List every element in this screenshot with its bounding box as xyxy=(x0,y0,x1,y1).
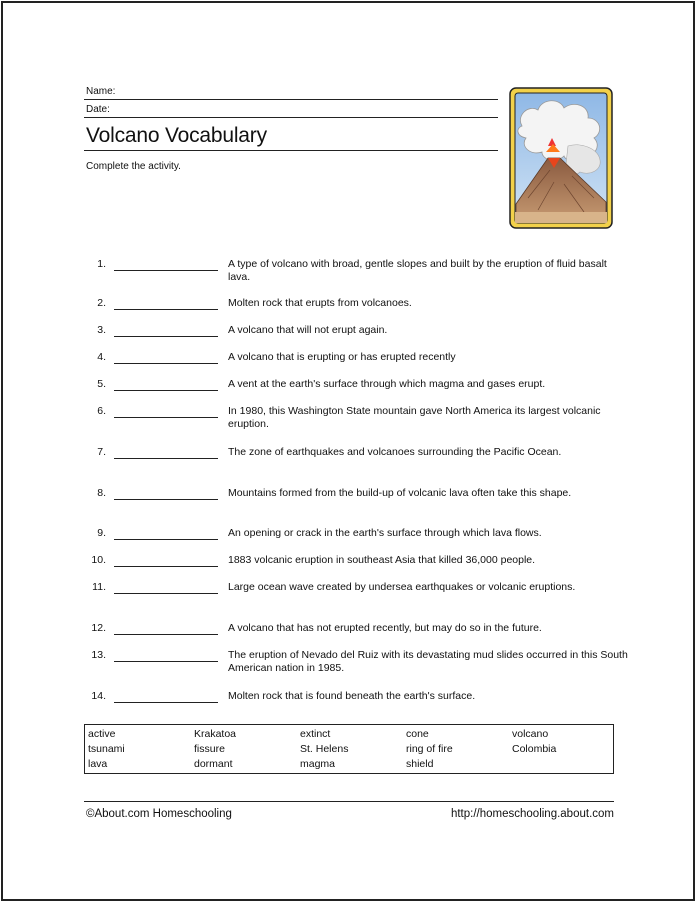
word-bank-item: magma xyxy=(300,758,336,770)
question-number: 7. xyxy=(97,446,106,458)
question-number: 8. xyxy=(97,487,106,499)
question-definition: A type of volcano with broad, gentle slopes and built by the eruption of fluid basalt lava. xyxy=(228,258,607,283)
word-bank-item: Colombia xyxy=(512,743,557,755)
word-bank-item: ring of fire xyxy=(406,743,453,755)
word-bank-item: shield xyxy=(406,758,434,770)
word-bank-item: active xyxy=(88,728,116,740)
question-definition: An opening or crack in the earth's surface through which lava flows. xyxy=(228,527,542,539)
page-title: Volcano Vocabulary xyxy=(86,124,267,147)
word-bank-item: dormant xyxy=(194,758,233,770)
answer-blank[interactable] xyxy=(114,622,218,635)
question-number: 6. xyxy=(97,405,106,417)
question-definition: A volcano that is erupting or has erupted recently xyxy=(228,351,456,363)
volcano-icon xyxy=(508,86,614,230)
question-number: 1. xyxy=(97,258,106,270)
date-line xyxy=(84,117,498,118)
answer-blank[interactable] xyxy=(114,446,218,459)
instructions: Complete the activity. xyxy=(86,161,181,172)
question-number: 11. xyxy=(92,581,106,593)
name-label: Name: xyxy=(86,86,116,97)
question-definition: Molten rock that erupts from volcanoes. xyxy=(228,297,412,309)
question-definition: Molten rock that is found beneath the earth's surface. xyxy=(228,690,476,702)
question-number: 13. xyxy=(91,649,106,661)
answer-blank[interactable] xyxy=(114,527,218,540)
title-line xyxy=(84,150,498,151)
date-label: Date: xyxy=(86,104,110,115)
question-definition: A volcano that has not erupted recently, but may do so in the future. xyxy=(228,622,542,634)
answer-blank[interactable] xyxy=(114,258,218,271)
answer-blank[interactable] xyxy=(114,690,218,703)
question-number: 5. xyxy=(97,378,106,390)
answer-blank[interactable] xyxy=(114,487,218,500)
question-definition: A vent at the earth's surface through which magma and gases erupt. xyxy=(228,378,546,390)
answer-blank[interactable] xyxy=(114,351,218,364)
question-number: 12. xyxy=(91,622,106,634)
footer-divider xyxy=(84,801,614,802)
question-number: 10. xyxy=(91,554,106,566)
word-bank-item: lava xyxy=(88,758,108,770)
word-bank-item: fissure xyxy=(194,743,225,755)
answer-blank[interactable] xyxy=(114,581,218,594)
question-number: 14. xyxy=(91,690,106,702)
answer-blank[interactable] xyxy=(114,649,218,662)
question-definition: A volcano that will not erupt again. xyxy=(228,324,388,336)
word-bank-item: extinct xyxy=(300,728,331,740)
word-bank-item: cone xyxy=(406,728,429,740)
word-bank-item: St. Helens xyxy=(300,743,349,755)
word-bank-item: Krakatoa xyxy=(194,728,237,740)
word-bank-item: volcano xyxy=(512,728,549,740)
answer-blank[interactable] xyxy=(114,405,218,418)
question-number: 3. xyxy=(97,324,106,336)
footer-url: http://homeschooling.about.com xyxy=(450,808,614,820)
question-definition: 1883 volcanic eruption in southeast Asia that killed 36,000 people. xyxy=(228,554,536,566)
question-definition: In 1980, this Washington State mountain gave North America its largest volcanic eruption. xyxy=(228,405,601,430)
footer-copyright: ©About.com Homeschooling xyxy=(86,808,232,820)
question-number: 2. xyxy=(97,297,106,309)
question-definition: The zone of earthquakes and volcanoes surrounding the Pacific Ocean. xyxy=(228,446,562,458)
answer-blank[interactable] xyxy=(114,324,218,337)
question-definition: The eruption of Nevado del Ruiz with its devastating mud slides occurred in this South American nation in 1985. xyxy=(228,649,628,674)
question-number: 9. xyxy=(97,527,106,539)
question-definition: Large ocean wave created by undersea earthquakes or volcanic eruptions. xyxy=(228,581,576,593)
answer-blank[interactable] xyxy=(114,378,218,391)
question-number: 4. xyxy=(97,351,106,363)
word-bank xyxy=(84,724,614,774)
word-bank-item: tsunami xyxy=(88,743,125,755)
question-definition: Mountains formed from the build-up of volcanic lava often take this shape. xyxy=(228,487,572,499)
answer-blank[interactable] xyxy=(114,297,218,310)
name-line xyxy=(84,99,498,100)
answer-blank[interactable] xyxy=(114,554,218,567)
